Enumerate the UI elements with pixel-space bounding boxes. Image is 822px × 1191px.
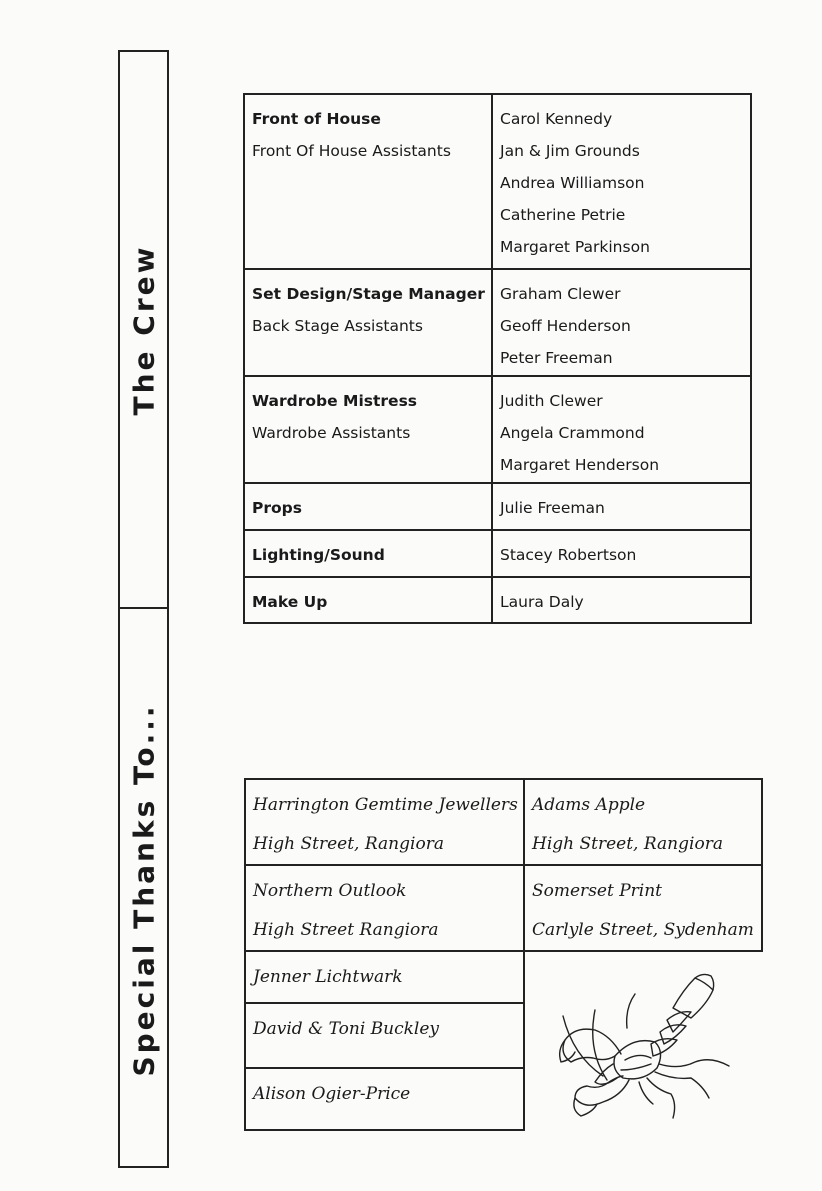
crew-row-front-of-house	[244, 94, 751, 269]
thanks-cell-ogier	[245, 1068, 524, 1130]
crew-people-cell	[492, 376, 751, 483]
crew-row-set-design	[244, 269, 751, 376]
crew-table	[243, 93, 752, 624]
crew-person: Catherine Petrie	[500, 206, 626, 224]
sponsor-address: Carlyle Street, Sydenham	[532, 920, 754, 940]
sponsor-name: Northern Outlook	[253, 881, 407, 901]
crew-people-cell	[492, 94, 751, 269]
sponsor-address: High Street, Rangiora	[253, 834, 444, 854]
crew-role-cell	[244, 530, 492, 577]
crew-role: Set Design/Stage Manager	[252, 285, 485, 303]
crew-role-cell	[244, 94, 492, 269]
crew-person: Judith Clewer	[500, 392, 603, 410]
crew-sub-role: Front Of House Assistants	[252, 142, 451, 160]
crew-people-cell	[492, 530, 751, 577]
crew-role: Wardrobe Mistress	[252, 392, 418, 410]
crew-person: Margaret Parkinson	[500, 238, 650, 256]
sponsor-name: Adams Apple	[532, 795, 646, 815]
sponsor-name: Alison Ogier-Price	[253, 1084, 411, 1104]
crew-heading: The Crew	[127, 244, 161, 416]
crew-person: Geoff Henderson	[500, 317, 631, 335]
crew-role-cell	[244, 483, 492, 530]
crew-person: Angela Crammond	[500, 424, 645, 442]
thanks-cell-adams	[524, 779, 762, 865]
crew-person: Carol Kennedy	[500, 110, 613, 128]
crew-row-make-up	[244, 577, 751, 623]
thanks-row	[245, 779, 762, 865]
crew-people-cell	[492, 577, 751, 623]
crew-person: Stacey Robertson	[500, 546, 637, 564]
crew-row-props	[244, 483, 751, 530]
thanks-cell-harrington	[245, 779, 524, 865]
crew-role-cell	[244, 577, 492, 623]
thanks-cell-northern	[245, 865, 524, 951]
crew-sub-role: Wardrobe Assistants	[252, 424, 411, 442]
crew-person: Andrea Williamson	[500, 174, 645, 192]
crew-role: Lighting/Sound	[252, 546, 385, 564]
crew-person: Laura Daly	[500, 593, 584, 611]
sponsor-name: Somerset Print	[532, 881, 662, 901]
sponsor-name: Harrington Gemtime Jewellers	[253, 795, 518, 815]
crew-person: Jan & Jim Grounds	[500, 142, 640, 160]
crew-role-cell	[244, 269, 492, 376]
crew-person: Graham Clewer	[500, 285, 621, 303]
crew-role: Make Up	[252, 593, 328, 611]
special-thanks-heading: Special Thanks To...	[127, 703, 161, 1077]
crew-role: Front of House	[252, 110, 381, 128]
crew-sub-role: Back Stage Assistants	[252, 317, 423, 335]
crew-row-wardrobe	[244, 376, 751, 483]
thanks-row	[245, 865, 762, 951]
crew-role-cell	[244, 376, 492, 483]
sponsor-name: David & Toni Buckley	[253, 1019, 440, 1039]
crew-role: Props	[252, 499, 302, 517]
lobster-illustration	[555, 968, 735, 1123]
sponsor-address: High Street, Rangiora	[532, 834, 723, 854]
crew-people-cell	[492, 483, 751, 530]
sponsor-address: High Street Rangiora	[253, 920, 439, 940]
crew-people-cell	[492, 269, 751, 376]
sponsor-name: Jenner Lichtwark	[253, 967, 403, 987]
crew-person: Julie Freeman	[500, 499, 605, 517]
crew-person: Peter Freeman	[500, 349, 613, 367]
thanks-cell-somerset	[524, 865, 762, 951]
crew-person: Margaret Henderson	[500, 456, 660, 474]
side-strip-divider	[118, 607, 169, 609]
thanks-cell-buckley	[245, 1003, 524, 1068]
thanks-cell-jenner	[245, 951, 524, 1003]
crew-row-lighting-sound	[244, 530, 751, 577]
